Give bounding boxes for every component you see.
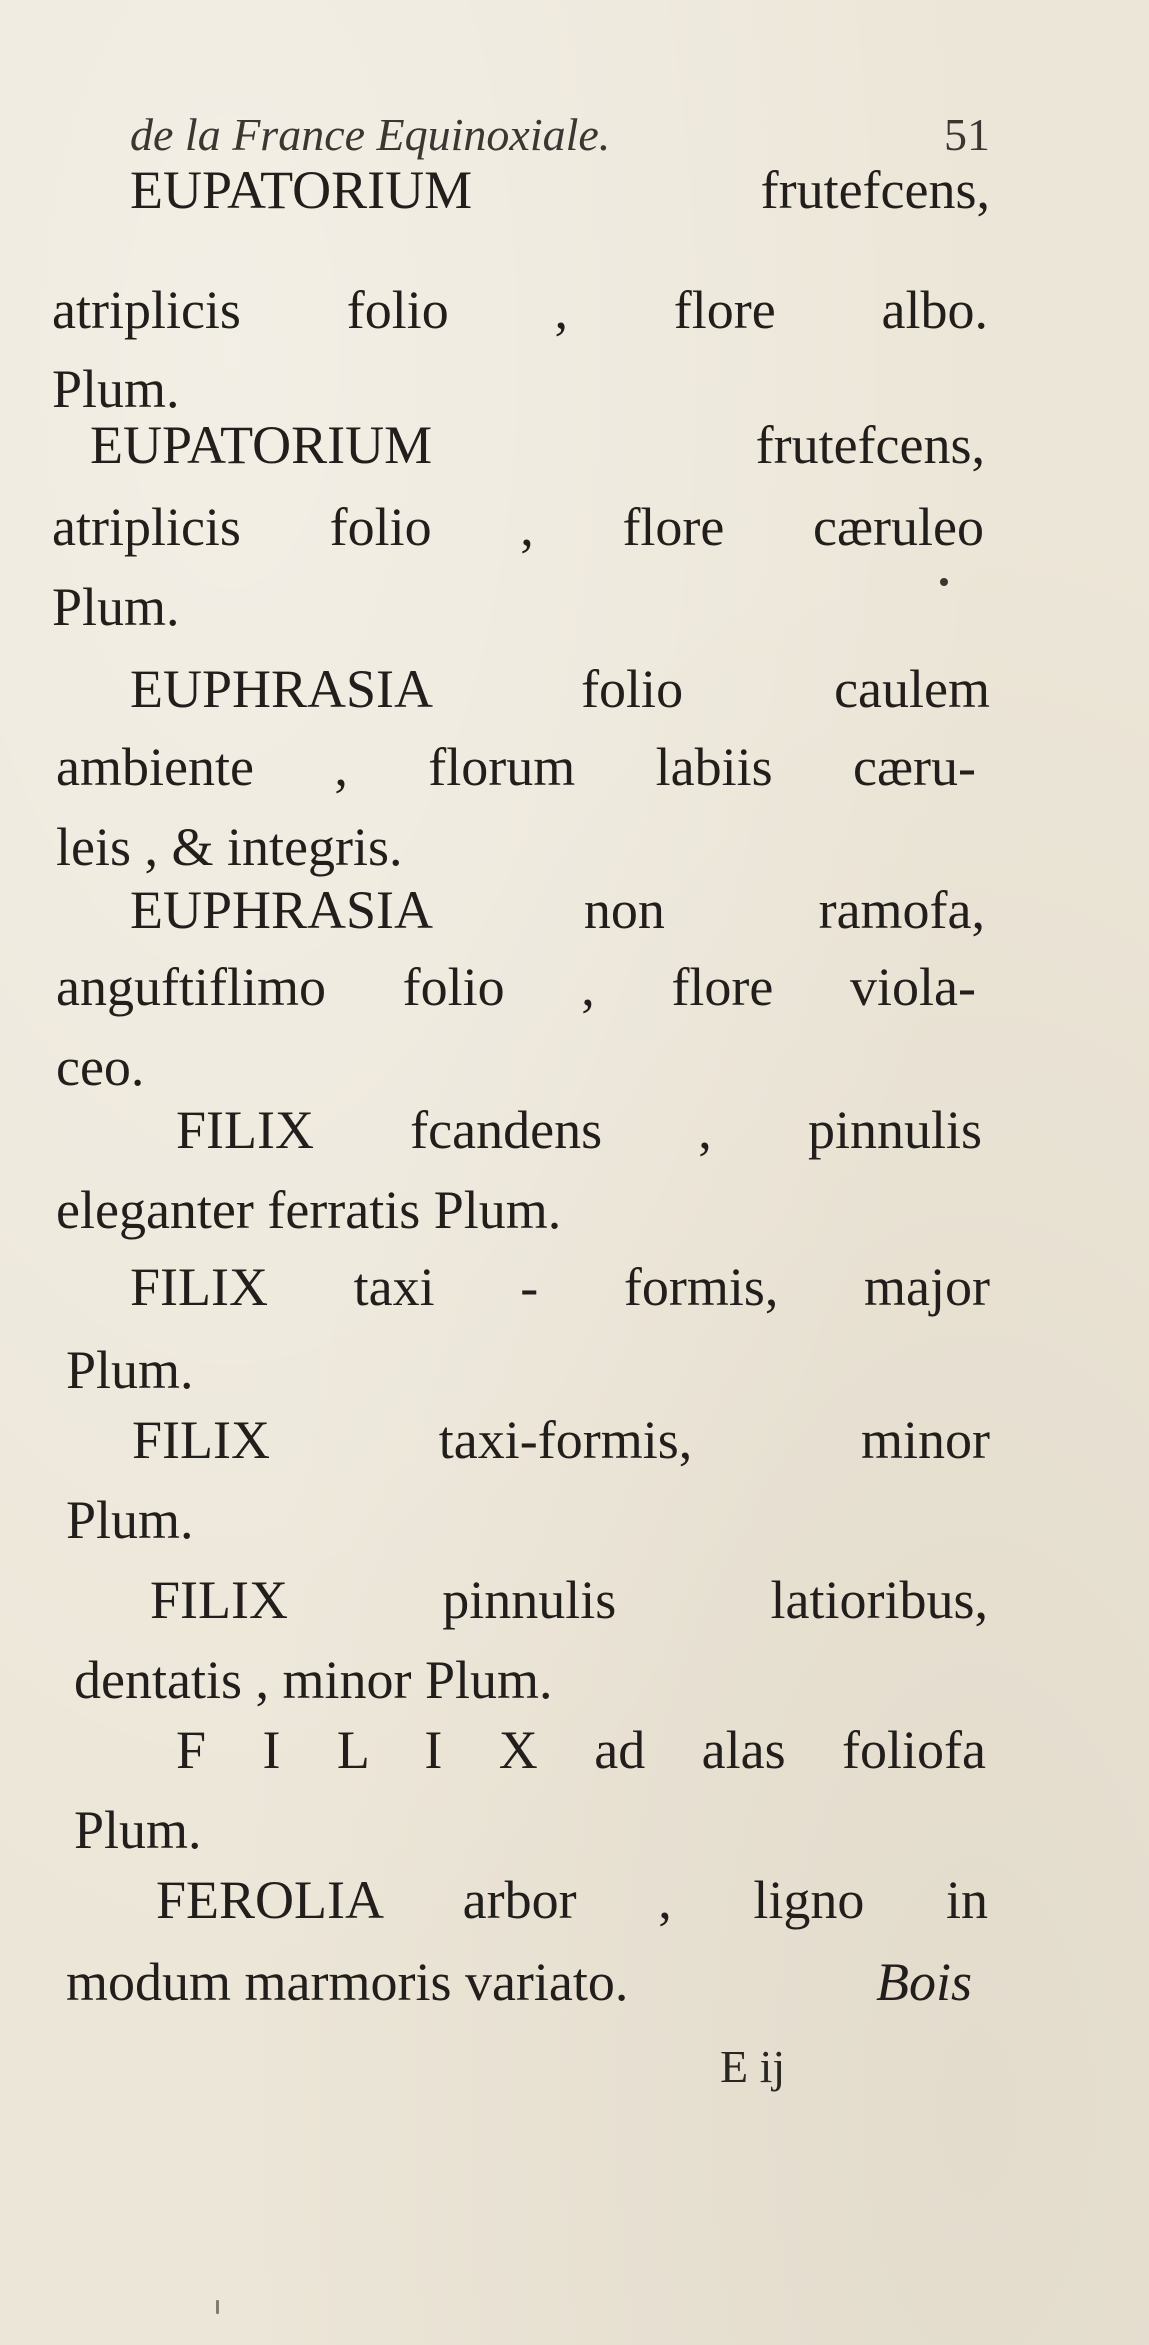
entry-4-line-1: EUPHRASIA non ramofa, (130, 880, 985, 940)
entry-6-line-2: Plum. (66, 1340, 194, 1400)
entry-3-line-2: ambiente , florum labiis cæru- (56, 737, 976, 797)
entry-10-line-1: FEROLIA arbor , ligno in (156, 1870, 988, 1930)
entry-2-line-3: Plum. (52, 577, 180, 637)
ink-speck (216, 2300, 219, 2314)
running-head-title: de la France Equinoxiale. (130, 109, 611, 160)
page-number: 51 (944, 109, 990, 160)
entry-2-line-2: atriplicis folio , flore cæruleo (52, 497, 984, 557)
entry-3-line-3: leis , & integris. (56, 817, 403, 877)
entry-7-line-2: Plum. (66, 1490, 194, 1550)
ink-speck (940, 578, 948, 586)
entry-5-line-2: eleganter ferratis Plum. (56, 1180, 562, 1240)
entry-8-line-1: FILIX pinnulis latioribus, (150, 1570, 988, 1630)
entry-4-line-2: anguftiflimo folio , flore viola- (56, 957, 976, 1017)
running-head (130, 108, 990, 168)
entry-8-line-2: dentatis , minor Plum. (74, 1650, 553, 1710)
signature-mark: E ij (720, 2041, 786, 2092)
entry-9-line-2: Plum. (74, 1800, 202, 1860)
entry-7-line-1: FILIX taxi-formis, minor (132, 1410, 990, 1470)
entry-1-line-1: EUPATORIUM frutefcens, (130, 160, 990, 220)
entry-5-line-1: FILIX fcandens , pinnulis (176, 1100, 982, 1160)
entry-10-line-2: modum marmoris variato. (66, 1952, 629, 2012)
entry-2-line-1: EUPATORIUM frutefcens, (90, 415, 985, 475)
entry-9-line-1: F I L I X ad alas foliofa (176, 1720, 986, 1780)
entry-3-line-1: EUPHRASIA folio caulem (130, 659, 990, 719)
entry-4-line-3: ceo. (56, 1037, 145, 1097)
entry-1-line-2: atriplicis folio , flore albo. (52, 280, 988, 340)
entry-6-line-1: FILIX taxi - formis, major (130, 1257, 990, 1317)
catchword: Bois (876, 1952, 973, 2012)
entry-1-line-3: Plum. (52, 359, 180, 419)
